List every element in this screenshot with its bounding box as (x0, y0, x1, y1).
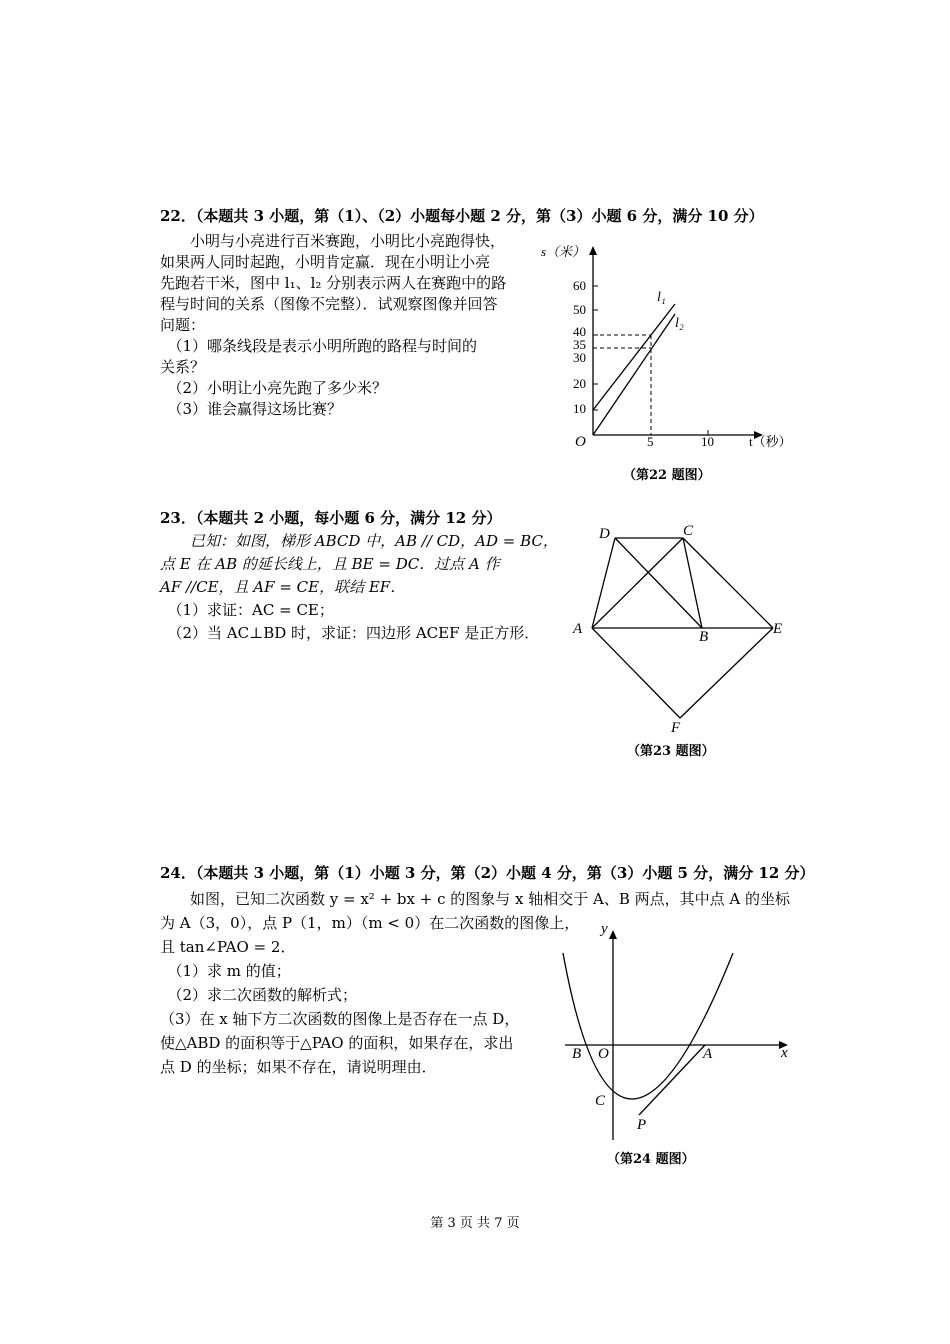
q22-x-tick-5: 5 (647, 434, 654, 449)
q22-line-l2-lower (593, 314, 675, 435)
q24-label-x: x (781, 1045, 788, 1061)
q24-line-3: 且 tan∠PAO = 2． (160, 938, 296, 956)
q22-y-tick-20: 20 (573, 376, 586, 391)
q22-line-3: 先跑若干米，图中 l₁、l₂ 分别表示两人在赛跑中的路 (160, 274, 507, 292)
q22-line-7: 关系？ (160, 358, 206, 376)
q24-line-1: 如图，已知二次函数 y = x² + bx + c 的图象与 x 轴相交于 A、B 两点，其中点 A 的坐标 (160, 890, 791, 908)
q22-line-2: 如果两人同时起跑，小明肯定赢．现在小明让小亮 (160, 253, 491, 271)
q22-y-axis-label: s（米） (541, 244, 586, 259)
q24-line-8: 点 D 的坐标；如果不存在，请说明理由． (160, 1058, 437, 1076)
q22-x-axis-label: t（秒） (749, 434, 792, 449)
q22-y-tick-50: 50 (573, 302, 586, 317)
q22-y-tick-30: 30 (573, 350, 586, 365)
q23-line-2: 点 E 在 AB 的延长线上，且 BE = DC．过点 A 作 (160, 555, 500, 573)
q22-label-l2: l₂ (675, 316, 684, 331)
q24-label-O: O (598, 1046, 609, 1062)
q22-caption: （第22 题图） (623, 468, 711, 483)
q22-label-l1: l₁ (657, 290, 666, 305)
q22-y-tick-10: 10 (573, 401, 586, 416)
q23-label-F: F (671, 720, 681, 736)
q22-title: 22．（本题共 3 小题，第（1）、（2）小题每小题 2 分，第（3）小题 6 分，满分 10 分） (160, 207, 764, 225)
q24-line-4: （1）求 m 的值； (160, 962, 291, 980)
q23-label-E: E (773, 621, 783, 637)
q23-line-3: AF //CE，且 AF = CE，联结 EF． (160, 578, 406, 596)
q22-origin-label: O (575, 434, 586, 450)
q22-figure (535, 238, 805, 458)
q22-y-tick-40: 40 (573, 324, 586, 339)
q22-line-l1-upper (593, 304, 675, 410)
q22-y-tick-60: 60 (573, 278, 586, 293)
q23-figure (565, 518, 805, 738)
q23-label-B: B (699, 629, 709, 645)
q23-caption: （第23 题图） (627, 744, 715, 759)
q24-label-B: B (572, 1046, 582, 1062)
q22-x-tick-10: 10 (701, 434, 714, 449)
q24-title: 24．（本题共 3 小题，第（1）小题 3 分，第（2）小题 4 分，第（3）小题 5 分，满分 12 分） (160, 864, 815, 882)
q22-line-4: 程与时间的关系（图像不完整）．试观察图像并回答 (160, 295, 498, 313)
q24-caption: （第24 题图） (607, 1152, 695, 1167)
q24-label-y: y (601, 921, 608, 937)
q24-line-6: （3）在 x 轴下方二次函数的图像上是否存在一点 D， (160, 1010, 520, 1028)
q23-line-1: 已知：如图，梯形 ABCD 中，AB // CD，AD = BC， (160, 532, 558, 550)
q23-line-5: （2）当 AC⊥BD 时，求证：四边形 ACEF 是正方形． (160, 624, 540, 642)
q22-line-1: 小明与小亮进行百米赛跑，小明比小亮跑得快， (160, 232, 506, 250)
q24-label-A: A (703, 1046, 713, 1062)
q23-label-D: D (599, 526, 610, 542)
q23-title: 23．（本题共 2 小题，每小题 6 分，满分 12 分） (160, 509, 502, 527)
q24-label-C: C (595, 1093, 606, 1109)
q22-line-8: （2）小明让小亮先跑了多少米？ (160, 379, 388, 397)
q22-y-tick-35: 35 (573, 337, 586, 352)
q24-parabola (563, 953, 733, 1099)
q24-figure (555, 915, 805, 1145)
q22-line-6: （1）哪条线段是表示小明所跑的路程与时间的 (160, 337, 478, 355)
page-footer: 第 3 页 共 7 页 (430, 1216, 520, 1231)
q23-label-A: A (573, 621, 583, 637)
q24-label-P: P (637, 1117, 647, 1133)
q24-line-7: 使△ABD 的面积等于△PAO 的面积，如果存在，求出 (160, 1034, 514, 1052)
q22-line-9: （3）谁会赢得这场比赛？ (160, 400, 343, 418)
q23-label-C: C (683, 523, 694, 539)
q24-line-5: （2）求二次函数的解析式； (160, 986, 358, 1004)
q24-line-2: 为 A（3，0），点 P（1，m）（m < 0）在二次函数的图像上， (160, 914, 580, 932)
q23-line-4: （1）求证：AC = CE； (160, 601, 334, 619)
q22-line-5: 问题： (160, 316, 206, 334)
